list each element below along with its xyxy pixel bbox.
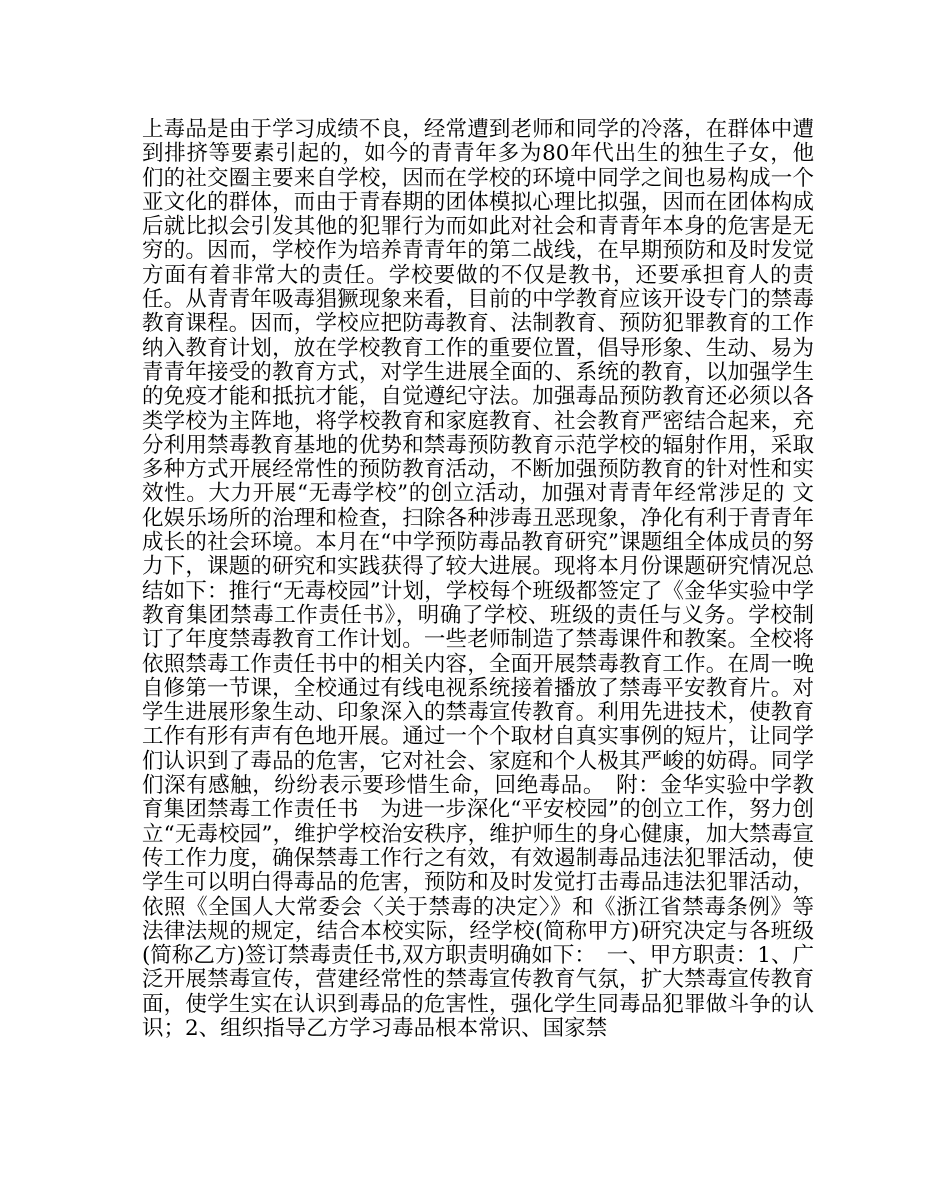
document-page — [142, 118, 814, 1118]
body-paragraph: 上毒品是由于学习成绩不良，经常遭到老师和同学的冷落，在群体中遭到排挤等要素引起的，如今的青青年多为80年代出生的独生子女，他们的社交圈主要来自学校，因而在学校的环境中同学之间也易构成一个亚文化的群体，而由于青春期的团体模拟心理比拟强，因而在团体构成后就比拟会引发其他的犯罪行为而如此对社会和青青年本身的危害是无穷的。因而，学校作为培养青青年的第二战线，在早期预防和及时发觉方面有着非常大的责任。学校要做的不仅是教书，还要承担育人的责任。从青青年吸毒猖獗现象来看，目前的中学教育应该开设专门的禁毒教育课程。因而，学校应把防毒教育、法制教育、预防犯罪教育的工作纳入教育计划，放在学校教育工作的重要位置，倡导形象、生动、易为青青年接受的教育方式，对学生进展全面的、系统的教育，以加强学生的免疫才能和抵抗才能，自觉遵纪守法。加强毒品预防教育还必须以各类学校为主阵地，将学校教育和家庭教育、社会教育严密结合起来，充分利用禁毒教育基地的优势和禁毒预防教育示范学校的辐射作用，采取多种方式开展经常性的预防教育活动，不断加强预防教育的针对性和实效性。大力开展“无毒学校”的创立活动，加强对青青年经常涉足的 文化娱乐场所的治理和检查，扫除各种涉毒丑恶现象，净化有利于青青年成长的社会环境。本月在“中学预防毒品教育研究”课题组全体成员的努力下，课题的研究和实践获得了较大进展。现将本月份课题研究情况总结如下：推行“无毒校园”计划，学校每个班级都签定了《金华实验中学教育集团禁毒工作责任书》，明确了学校、班级的责任与义务。学校制订了年度禁毒教育工作计划。一些老师制造了禁毒课件和教案。全校将依照禁毒工作责任书中的相关内容，全面开展禁毒教育工作。在周一晚自修第一节课，全校通过有线电视系统接着播放了禁毒平安教育片。对学生进展形象生动、印象深入的禁毒宣传教育。利用先进技术，使教育工作有形有声有色地开展。通过一个个取材自真实事例的短片，让同学们认识到了毒品的危害，它对社会、家庭和个人极其严峻的妨碍。同学们深有感触，纷纷表示要珍惜生命，回绝毒品。 附：金华实验中学教育集团禁毒工作责任书 为进一步深化“平安校园”的创立工作，努力创立“无毒校园”，维护学校治安秩序，维护师生的身心健康，加大禁毒宣传工作力度，确保禁毒工作行之有效，有效遏制毒品违法犯罪活动，使学生可以明白得毒品的危害，预防和及时发觉打击毒品违法犯罪活动，依照《全国人大常委会〈关于禁毒的决定〉》和《浙江省禁毒条例》等法律法规的规定，结合本校实际，经学校(简称甲方)研究决定与各班级(简称乙方)签订禁毒责任书,双方职责明确如下： 一、甲方职责：1、广泛开展禁毒宣传，营建经常性的禁毒宣传教育气氛，扩大禁毒宣传教育面，使学生实在认识到毒品的危害性，强化学生同毒品犯罪做斗争的认识；2、组织指导乙方学习毒品根本常识、国家禁 — [142, 118, 814, 1041]
